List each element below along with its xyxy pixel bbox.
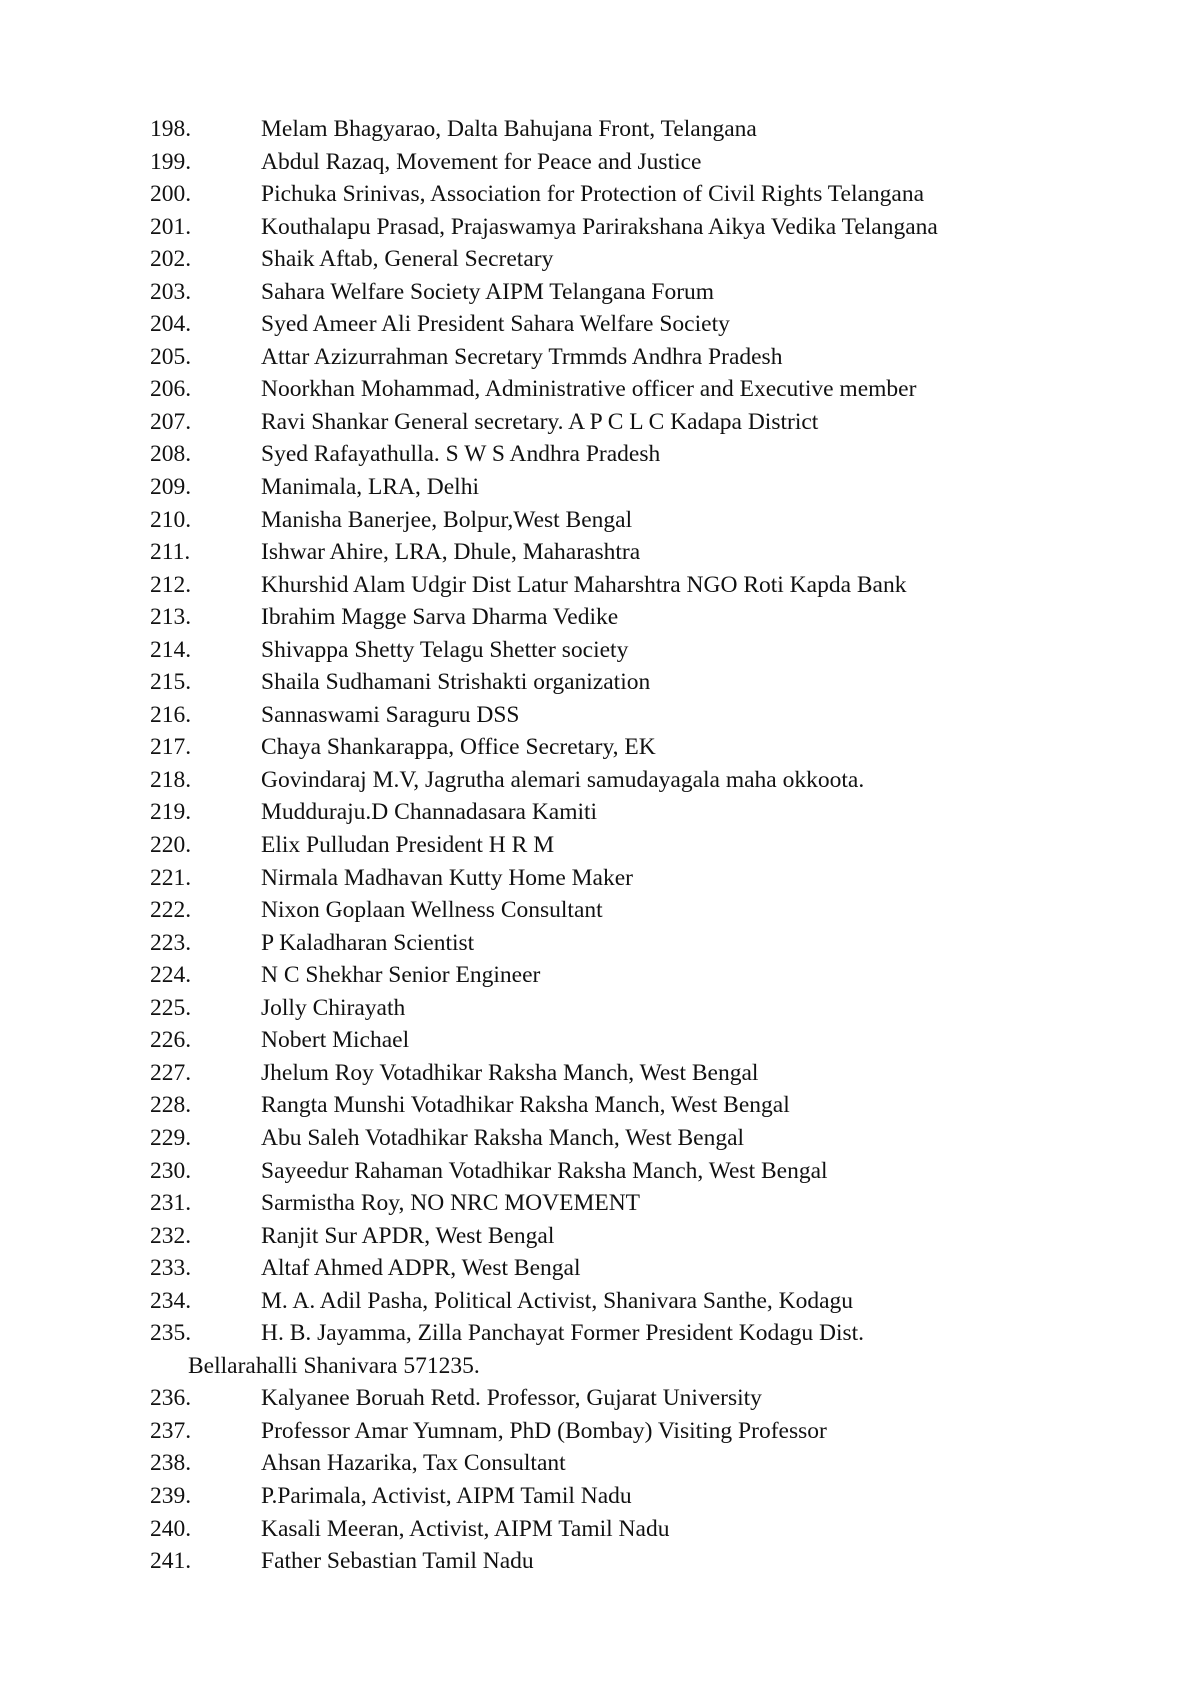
list-item — [150, 1155, 1150, 1188]
entry-number: 229. — [150, 1124, 192, 1151]
entry-text: Shivappa Shetty Telagu Shetter society — [261, 636, 629, 663]
entry-text: Attar Azizurrahman Secretary Trmmds Andhra Pradesh — [261, 343, 783, 370]
list-item — [150, 1252, 1150, 1285]
list-item — [150, 113, 1150, 146]
entry-text: Syed Ameer Ali President Sahara Welfare Society — [261, 311, 730, 338]
entry-text: Altaf Ahmed ADPR, West Bengal — [261, 1255, 581, 1282]
list-item — [150, 504, 1150, 537]
entry-number: 204. — [150, 311, 192, 338]
entry-number: 238. — [150, 1450, 192, 1477]
entry-number: 215. — [150, 669, 192, 696]
entry-number: 223. — [150, 929, 192, 956]
entry-number: 213. — [150, 604, 192, 631]
entry-text: Abdul Razaq, Movement for Peace and Justice — [261, 148, 702, 175]
entry-number: 231. — [150, 1190, 192, 1217]
entry-number: 202. — [150, 246, 192, 273]
entry-number: 199. — [150, 148, 192, 175]
entry-number: 225. — [150, 994, 192, 1021]
list-item — [150, 1220, 1150, 1253]
list-item — [150, 1447, 1150, 1480]
entry-number: 214. — [150, 636, 192, 663]
entry-number: 212. — [150, 571, 192, 598]
entry-number: 235. — [150, 1320, 192, 1347]
entry-number: 240. — [150, 1515, 192, 1542]
list-item — [150, 146, 1150, 179]
list-item — [150, 699, 1150, 732]
entry-text: Father Sebastian Tamil Nadu — [261, 1548, 534, 1575]
entry-number: 217. — [150, 734, 192, 761]
entry-number: 198. — [150, 116, 192, 142]
entry-text: Kalyanee Boruah Retd. Professor, Gujarat University — [261, 1385, 762, 1412]
entry-number: 234. — [150, 1287, 192, 1314]
entry-text: Professor Amar Yumnam, PhD (Bombay) Visiting Professor — [261, 1417, 827, 1444]
entry-number: 201. — [150, 213, 192, 240]
list-item — [150, 569, 1150, 602]
entry-text: Sayeedur Rahaman Votadhikar Raksha Manch, West Bengal — [261, 1157, 828, 1184]
entry-number: 232. — [150, 1222, 192, 1249]
entry-number: 226. — [150, 1027, 192, 1054]
list-item — [150, 1024, 1150, 1057]
entry-number: 239. — [150, 1482, 192, 1509]
entry-number: 216. — [150, 701, 192, 728]
entry-number: 236. — [150, 1385, 192, 1412]
entry-text: P Kaladharan Scientist — [261, 929, 475, 956]
entry-number: 211. — [150, 539, 191, 566]
entry-number: 200. — [150, 181, 192, 208]
entry-number: 222. — [150, 897, 192, 924]
list-item — [150, 927, 1150, 960]
entry-text: Nirmala Madhavan Kutty Home Maker — [261, 864, 633, 891]
list-item — [150, 796, 1150, 829]
list-item — [150, 276, 1150, 309]
entry-number: 228. — [150, 1092, 192, 1119]
entry-text: Syed Rafayathulla. S W S Andhra Pradesh — [261, 441, 661, 468]
list-item — [150, 1122, 1150, 1155]
list-item — [150, 211, 1150, 244]
list-item — [150, 308, 1150, 341]
list-item — [150, 862, 1150, 895]
entry-text: Chaya Shankarappa, Office Secretary, EK — [261, 734, 656, 761]
entry-text: Jhelum Roy Votadhikar Raksha Manch, West Bengal — [261, 1059, 759, 1086]
list-item — [150, 601, 1150, 634]
list-item — [150, 1187, 1150, 1220]
entry-number: 224. — [150, 962, 192, 989]
entry-text: Pichuka Srinivas, Association for Protection of Civil Rights Telangana — [261, 181, 925, 208]
entry-text: Sarmistha Roy, NO NRC MOVEMENT — [261, 1190, 641, 1217]
list-item — [150, 666, 1150, 699]
entry-text: Ishwar Ahire, LRA, Dhule, Maharashtra — [261, 539, 641, 566]
entry-number: 230. — [150, 1157, 192, 1184]
list-item — [150, 1545, 1150, 1578]
list-item — [150, 243, 1150, 276]
entry-text: Kasali Meeran, Activist, AIPM Tamil Nadu — [261, 1515, 670, 1542]
list-item — [150, 1513, 1150, 1546]
list-item-continuation — [150, 1350, 1150, 1383]
entry-number: 205. — [150, 343, 192, 370]
entry-text: P.Parimala, Activist, AIPM Tamil Nadu — [261, 1482, 632, 1509]
entry-text: Abu Saleh Votadhikar Raksha Manch, West Bengal — [261, 1124, 745, 1151]
list-item — [150, 406, 1150, 439]
entry-text: Ibrahim Magge Sarva Dharma Vedike — [261, 604, 619, 631]
entry-number: 218. — [150, 766, 192, 793]
entry-text: H. B. Jayamma, Zilla Panchayat Former President Kodagu Dist. — [261, 1320, 865, 1347]
list-item — [150, 731, 1150, 764]
entry-text: Noorkhan Mohammad, Administrative officer and Executive member — [261, 376, 917, 403]
list-item — [150, 959, 1150, 992]
entry-number: 209. — [150, 474, 192, 501]
entry-text: Khurshid Alam Udgir Dist Latur Maharshtra NGO Roti Kapda Bank — [261, 571, 907, 598]
entry-text: Ahsan Hazarika, Tax Consultant — [261, 1450, 566, 1477]
list-item — [150, 829, 1150, 862]
entry-number: 219. — [150, 799, 192, 826]
entry-number: 220. — [150, 832, 192, 859]
entry-text: Shaik Aftab, General Secretary — [261, 246, 554, 273]
entry-continuation-text: Bellarahalli Shanivara 571235. — [188, 1352, 480, 1379]
list-item — [150, 178, 1150, 211]
entry-number: 206. — [150, 376, 192, 403]
list-item — [150, 341, 1150, 374]
list-item — [150, 1285, 1150, 1318]
entry-text: M. A. Adil Pasha, Political Activist, Shanivara Santhe, Kodagu — [261, 1287, 854, 1314]
list-item — [150, 894, 1150, 927]
entry-text: Elix Pulludan President H R M — [261, 832, 555, 859]
entry-text: Ravi Shankar General secretary. A P C L C Kadapa District — [261, 408, 819, 435]
list-item — [150, 471, 1150, 504]
entry-text: Rangta Munshi Votadhikar Raksha Manch, West Bengal — [261, 1092, 790, 1119]
entry-number: 233. — [150, 1255, 192, 1282]
list-item — [150, 634, 1150, 667]
entry-number: 221. — [150, 864, 192, 891]
entry-number: 210. — [150, 506, 192, 533]
list-item — [150, 992, 1150, 1025]
list-item — [150, 438, 1150, 471]
entry-number: 241. — [150, 1548, 192, 1575]
list-item — [150, 1057, 1150, 1090]
entry-text: Nixon Goplaan Wellness Consultant — [261, 897, 603, 924]
entry-text: Manisha Banerjee, Bolpur,West Bengal — [261, 506, 633, 533]
entry-text: Mudduraju.D Channadasara Kamiti — [261, 799, 598, 826]
entry-text: Manimala, LRA, Delhi — [261, 474, 479, 501]
entry-number: 237. — [150, 1417, 192, 1444]
list-item — [150, 1382, 1150, 1415]
entry-number: 203. — [150, 278, 192, 305]
list-item — [150, 1089, 1150, 1122]
entry-text: Govindaraj M.V, Jagrutha alemari samudayagala maha okkoota. — [261, 766, 865, 793]
entry-text: Melam Bhagyarao, Dalta Bahujana Front, Telangana — [261, 116, 757, 142]
entry-text: Ranjit Sur APDR, West Bengal — [261, 1222, 555, 1249]
entry-text: Shaila Sudhamani Strishakti organization — [261, 669, 651, 696]
entry-number: 227. — [150, 1059, 192, 1086]
entry-text: Sahara Welfare Society AIPM Telangana Forum — [261, 278, 715, 305]
list-item — [150, 1480, 1150, 1513]
entry-text: Jolly Chirayath — [261, 994, 406, 1021]
entry-text: Nobert Michael — [261, 1027, 410, 1054]
list-item — [150, 1415, 1150, 1448]
entry-number: 208. — [150, 441, 192, 468]
list-item — [150, 1317, 1150, 1350]
entry-text: Sannaswami Saraguru DSS — [261, 701, 520, 728]
entry-text: N C Shekhar Senior Engineer — [261, 962, 541, 989]
entry-text: Kouthalapu Prasad, Prajaswamya Parirakshana Aikya Vedika Telangana — [261, 213, 938, 240]
list-item — [150, 764, 1150, 797]
list-item — [150, 536, 1150, 569]
signatory-list — [150, 113, 1150, 1578]
list-item — [150, 373, 1150, 406]
entry-number: 207. — [150, 408, 192, 435]
